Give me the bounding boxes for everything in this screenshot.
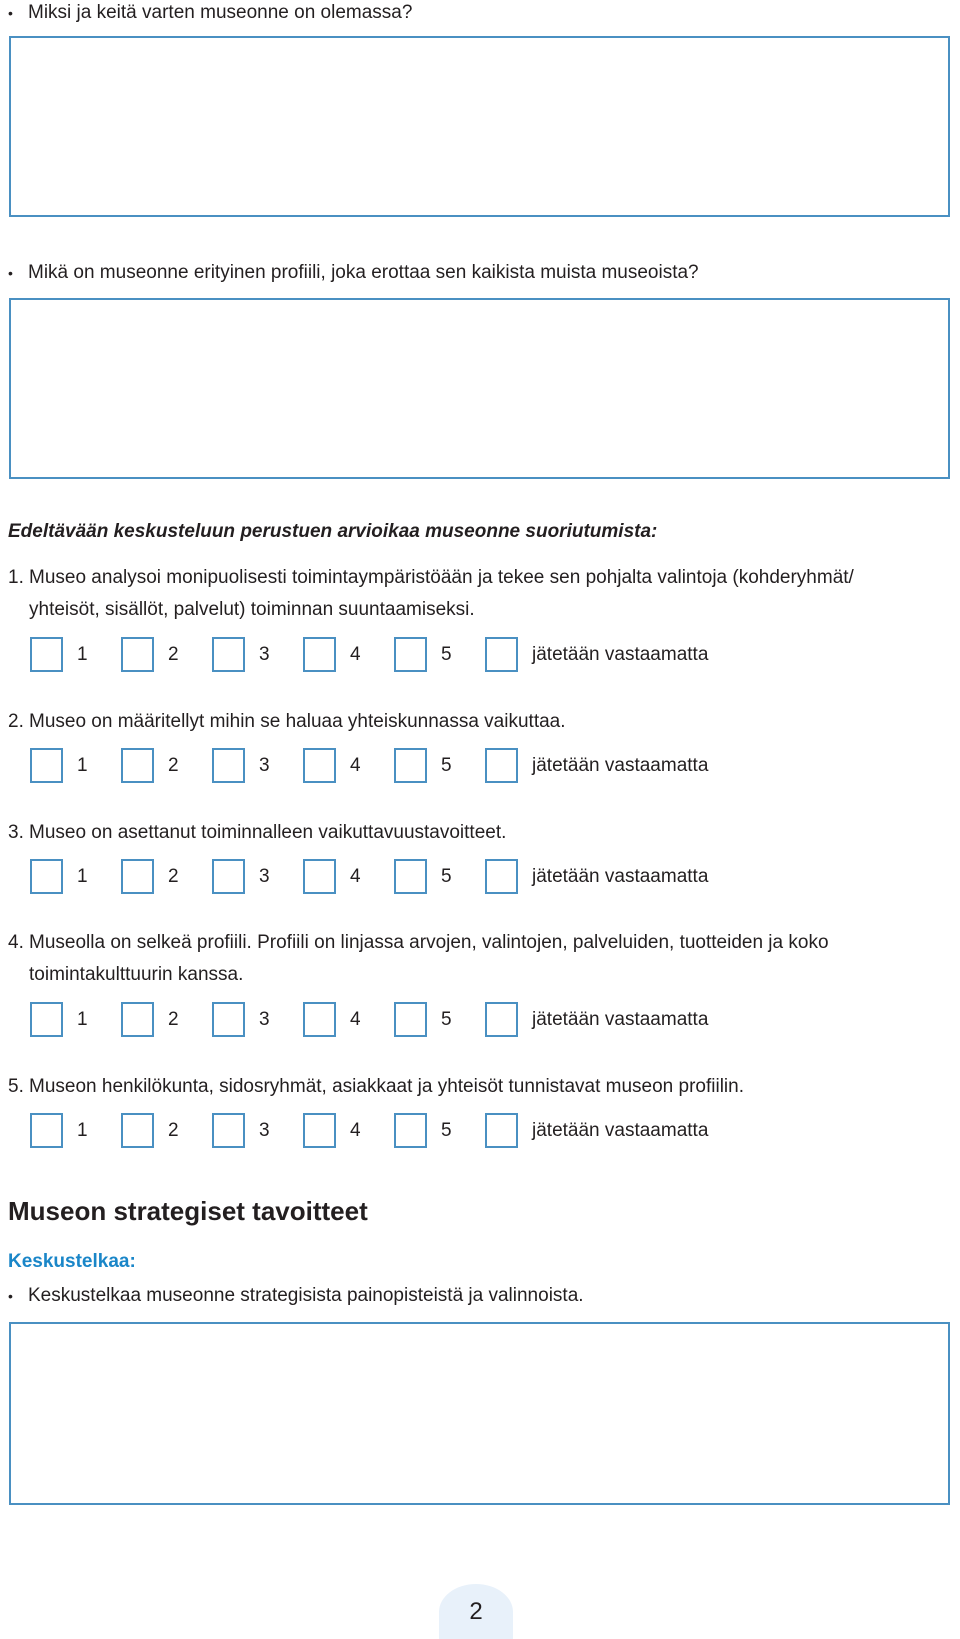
question-3: [8, 817, 938, 849]
option-label: 3: [259, 644, 270, 665]
page-number-tab: [439, 1584, 513, 1639]
option-label: jätetään vastaamatta: [532, 1120, 709, 1141]
option-label: 1: [77, 1009, 88, 1030]
checkbox[interactable]: [394, 748, 427, 783]
checkbox[interactable]: [30, 748, 63, 783]
checkbox[interactable]: [30, 637, 63, 672]
question-number: 3.: [8, 822, 24, 843]
checkbox[interactable]: [394, 637, 427, 672]
option-label: jätetään vastaamatta: [532, 755, 709, 776]
checkbox[interactable]: [121, 1113, 154, 1148]
option-label: 1: [77, 644, 88, 665]
option-label: 4: [350, 755, 361, 776]
question-number: 1.: [8, 567, 24, 588]
option-label: 2: [168, 644, 179, 665]
checkbox[interactable]: [485, 748, 518, 783]
checkbox[interactable]: [485, 637, 518, 672]
answer-box-purpose[interactable]: [9, 36, 950, 217]
question-text-line1: Museon henkilökunta, sidosryhmät, asiakkaat ja yhteisöt tunnistavat museon profiilin.: [29, 1076, 744, 1097]
question-1: [8, 562, 938, 626]
question-number: 2.: [8, 711, 24, 732]
bullet-text: Mikä on museonne erityinen profiili, joka erottaa sen kaikista muista museoista?: [28, 262, 699, 283]
bullet-marker: •: [8, 5, 13, 21]
checkbox[interactable]: [121, 637, 154, 672]
section-title: Museon strategiset tavoitteet: [8, 1196, 368, 1226]
question-text-line1: Museo analysoi monipuolisesti toimintaympäristöään ja tekee sen pohjalta valintoja (kohderyhmät/: [29, 567, 854, 588]
checkbox[interactable]: [303, 637, 336, 672]
question-bullet-profile: [8, 260, 699, 286]
option-label: 2: [168, 1009, 179, 1030]
bullet-text: Miksi ja keitä varten museonne on olemassa?: [28, 2, 413, 23]
option-label: 5: [441, 1009, 452, 1030]
checkbox[interactable]: [30, 1002, 63, 1037]
checkbox[interactable]: [121, 748, 154, 783]
question-bullet-purpose: [8, 0, 412, 26]
checkbox[interactable]: [212, 859, 245, 894]
checkbox[interactable]: [303, 1113, 336, 1148]
option-label: 3: [259, 1120, 270, 1141]
option-label: 4: [350, 866, 361, 887]
option-label: 3: [259, 1009, 270, 1030]
option-label: 2: [168, 866, 179, 887]
option-label: 4: [350, 1120, 361, 1141]
option-label: 5: [441, 755, 452, 776]
checkbox[interactable]: [303, 748, 336, 783]
checkbox[interactable]: [303, 1002, 336, 1037]
option-label: 5: [441, 1120, 452, 1141]
checkbox[interactable]: [212, 637, 245, 672]
option-label: 5: [441, 866, 452, 887]
question-text-line2: yhteisöt, sisällöt, palvelut) toiminnan suuntaamiseksi.: [29, 599, 475, 620]
option-label: 3: [259, 755, 270, 776]
question-bullet-strategy: [8, 1283, 584, 1309]
checkbox[interactable]: [30, 1113, 63, 1148]
option-label: 1: [77, 1120, 88, 1141]
checkbox[interactable]: [394, 1113, 427, 1148]
option-label: jätetään vastaamatta: [532, 644, 709, 665]
option-label: 2: [168, 1120, 179, 1141]
option-label: 1: [77, 866, 88, 887]
checkbox[interactable]: [121, 1002, 154, 1037]
bullet-text: Keskustelkaa museonne strategisista painopisteistä ja valinnoista.: [28, 1285, 584, 1306]
option-label: 3: [259, 866, 270, 887]
answer-box-profile[interactable]: [9, 298, 950, 479]
option-label: jätetään vastaamatta: [532, 1009, 709, 1030]
question-2: [8, 706, 938, 738]
checkbox[interactable]: [394, 1002, 427, 1037]
option-label: 4: [350, 1009, 361, 1030]
checkbox[interactable]: [485, 859, 518, 894]
rating-intro: Edeltävään keskusteluun perustuen arvioikaa museonne suoriutumista:: [8, 521, 658, 542]
checkbox[interactable]: [212, 1113, 245, 1148]
checkbox[interactable]: [212, 748, 245, 783]
question-text-line1: Museolla on selkeä profiili. Profiili on linjassa arvojen, valintojen, palveluiden, tuotteiden ja koko: [29, 932, 829, 953]
answer-box-strategy[interactable]: [9, 1322, 950, 1505]
checkbox[interactable]: [212, 1002, 245, 1037]
checkbox[interactable]: [485, 1002, 518, 1037]
question-number: 5.: [8, 1076, 24, 1097]
question-text-line1: Museo on määritellyt mihin se haluaa yhteiskunnassa vaikuttaa.: [29, 711, 566, 732]
section-subtitle: Keskustelkaa:: [8, 1251, 136, 1272]
question-4: [8, 927, 938, 991]
bullet-marker: •: [8, 265, 13, 281]
checkbox[interactable]: [485, 1113, 518, 1148]
checkbox[interactable]: [121, 859, 154, 894]
checkbox[interactable]: [394, 859, 427, 894]
option-label: 4: [350, 644, 361, 665]
option-label: 5: [441, 644, 452, 665]
option-label: jätetään vastaamatta: [532, 866, 709, 887]
checkbox[interactable]: [30, 859, 63, 894]
question-number: 4.: [8, 932, 24, 953]
question-5: [8, 1071, 938, 1103]
checkbox[interactable]: [303, 859, 336, 894]
bullet-marker: •: [8, 1288, 13, 1304]
page-number: 2: [469, 1598, 483, 1625]
question-text-line1: Museo on asettanut toiminnalleen vaikuttavuustavoitteet.: [29, 822, 507, 843]
option-label: 2: [168, 755, 179, 776]
question-text-line2: toimintakulttuurin kanssa.: [29, 964, 244, 985]
option-label: 1: [77, 755, 88, 776]
